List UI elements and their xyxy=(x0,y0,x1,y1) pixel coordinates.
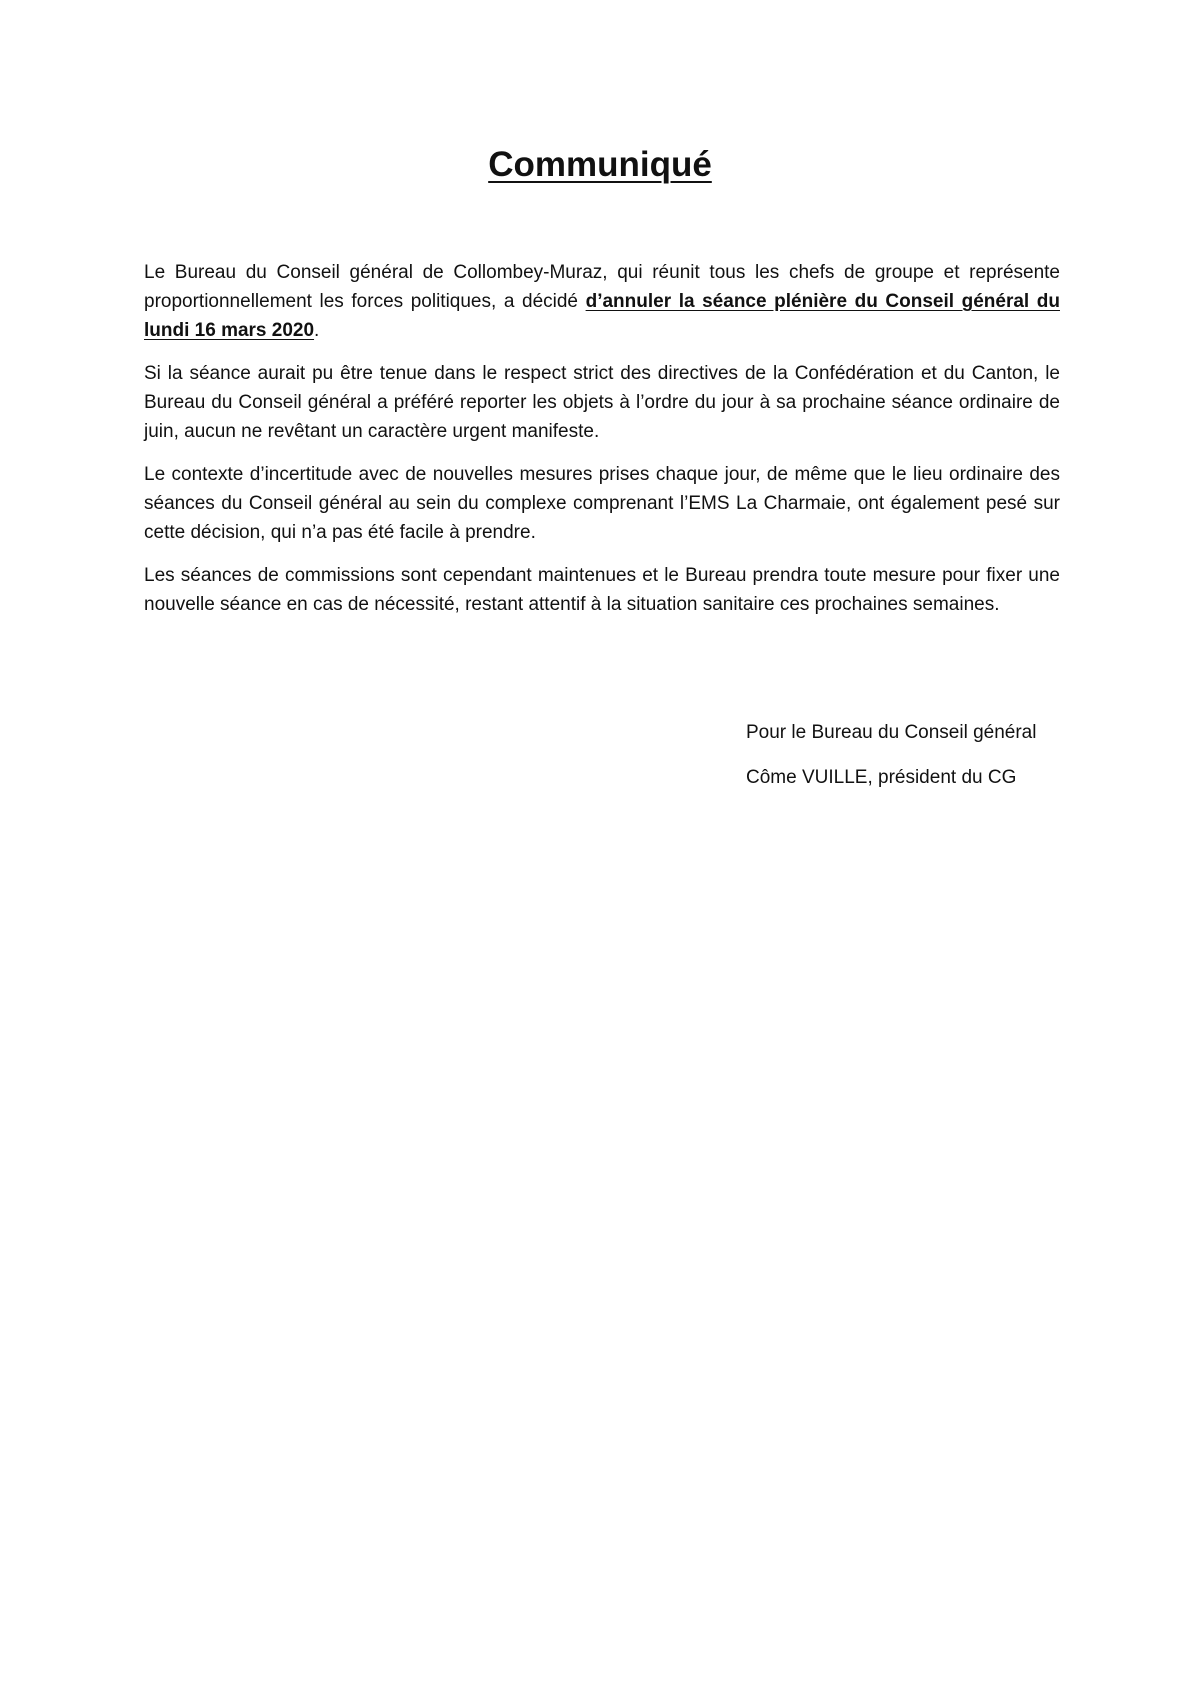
signature-block xyxy=(746,718,1106,808)
paragraph-4: Les séances de commissions sont cependant maintenues et le Bureau prendra toute mesure pour fixer une nouvelle séance en cas de nécessité, restant attentif à la situation sanitaire ces prochaines semaines. xyxy=(144,565,1060,615)
signature-line-2: Côme VUILLE, président du CG xyxy=(746,767,1017,788)
paragraph-1-text: Le Bureau du Conseil général de Collombey-Muraz, qui réunit tous les chefs de groupe et représente proportionnellement les forces politiques, a décidé xyxy=(144,262,1060,312)
document-title xyxy=(0,143,1200,187)
paragraph-3: Le contexte d’incertitude avec de nouvelles mesures prises chaque jour, de même que le lieu ordinaire des séances du Conseil général au sein du complexe comprenant l’EMS La Charmaie, ont également pesé sur cette décision, qui n’a pas été facile à prendre. xyxy=(144,464,1060,543)
paragraph-1-end: . xyxy=(314,320,320,341)
paragraph-1 xyxy=(144,258,1060,345)
paragraph-1-emphasis: d’annuler la séance plénière du Conseil général du lundi 16 mars 2020 xyxy=(144,291,1060,341)
document-body xyxy=(144,258,1060,633)
paragraph-2: Si la séance aurait pu être tenue dans le respect strict des directives de la Confédération et du Canton, le Bureau du Conseil général a préféré reporter les objets à l’ordre du jour à sa prochaine séance ordinaire de juin, aucun ne revêtant un caractère urgent manifeste. xyxy=(144,363,1060,442)
document-title-text: Communiqué xyxy=(488,145,712,184)
signature-line-1: Pour le Bureau du Conseil général xyxy=(746,722,1037,743)
